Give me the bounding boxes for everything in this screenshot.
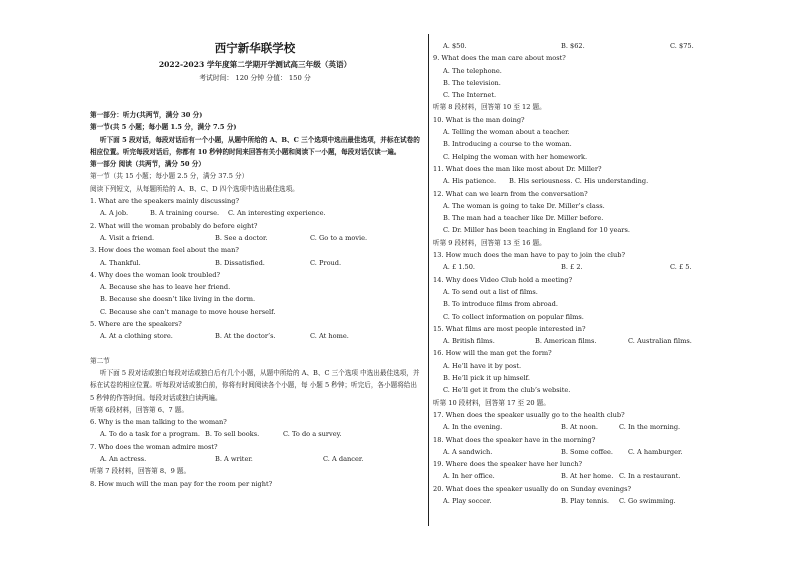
question-4: 4. Why does the woman look troubled? bbox=[90, 270, 220, 279]
question-19-options bbox=[433, 470, 703, 482]
question-19: 19. Where does the speaker have her lunch? bbox=[433, 460, 583, 469]
option-b: B. Dissatisfied. bbox=[215, 258, 265, 267]
option-b: B. $62. bbox=[561, 42, 585, 50]
option-c: C. Proud. bbox=[310, 258, 342, 267]
question-16: 16. How will the man get the form? bbox=[433, 349, 552, 358]
question-5: 5. Where are the speakers? bbox=[90, 320, 182, 329]
exam-meta: 考试时间： 120 分钟 分值： 150 分 bbox=[199, 74, 311, 82]
option-b: B. See a doctor. bbox=[215, 233, 268, 242]
material-10-heading: 听第 10 段材料，回答第 17 至 20 题。 bbox=[433, 398, 550, 407]
option-b: B. A writer. bbox=[215, 455, 253, 464]
question-16-option-a: A. He’ll have it by post. bbox=[443, 361, 522, 370]
option-b: B. A training course. bbox=[150, 209, 220, 218]
question-2-options bbox=[90, 232, 420, 244]
question-10-option-a: A. Telling the woman about a teacher. bbox=[443, 128, 570, 137]
option-b: B. His seriousness. bbox=[509, 177, 573, 186]
material-6-heading: 听第 6段材料，回答第 6、7 题。 bbox=[90, 405, 188, 414]
question-15-options bbox=[433, 335, 703, 347]
material-8-heading: 听第 8 段材料，回答第 10 至 12 题。 bbox=[433, 103, 546, 112]
question-2: 2. What will the woman probably do before eight? bbox=[90, 221, 258, 230]
option-c: C. Go swimming. bbox=[619, 496, 676, 505]
option-c: C. To do a survey. bbox=[283, 430, 342, 439]
exam-subtitle: 2022-2023 学年度第二学期开学测试高三年级（英语） bbox=[158, 60, 352, 69]
option-a: A. Thankful. bbox=[100, 258, 141, 267]
option-a: A. In the evening. bbox=[443, 423, 503, 432]
question-6-options bbox=[90, 428, 420, 440]
question-1: 1. What are the speakers mainly discussing? bbox=[90, 197, 240, 206]
question-9-option-a: A. The telephone. bbox=[443, 66, 502, 75]
option-a: A. $50. bbox=[443, 42, 467, 50]
question-20-options bbox=[433, 495, 703, 507]
material-9-heading: 听第 9 段材料，回答第 13 至 16 题。 bbox=[433, 238, 546, 247]
option-a: A. Play soccer. bbox=[443, 496, 492, 505]
question-9-option-c: C. The Internet. bbox=[443, 91, 497, 100]
option-a: A. His patience. bbox=[443, 177, 497, 186]
part1-heading: 第一部分：听力(共两节，满分 30 分) bbox=[90, 111, 203, 119]
school-title: 西宁新华联学校 bbox=[214, 41, 296, 55]
question-4-option-c: C. Because she can’t manage to move house herself. bbox=[100, 307, 276, 316]
question-4-option-b: B. Because she doesn’t like living in the dorm. bbox=[100, 295, 256, 304]
option-c: C. Go to a movie. bbox=[310, 233, 368, 242]
question-14-option-a: A. To send out a list of films. bbox=[443, 287, 538, 296]
question-13-options bbox=[433, 261, 703, 273]
question-3-options bbox=[90, 257, 420, 269]
option-a: A. At a clothing store. bbox=[100, 332, 173, 341]
option-a: A. A sandwich. bbox=[443, 447, 493, 456]
option-b: B. American films. bbox=[535, 337, 597, 346]
option-c: C. His understanding. bbox=[575, 177, 649, 186]
question-9: 9. What does the man care about most? bbox=[433, 54, 566, 63]
question-18-options bbox=[433, 446, 703, 458]
left-column bbox=[90, 40, 420, 490]
right-column bbox=[433, 40, 703, 507]
option-c: C. An interesting experience. bbox=[228, 209, 326, 218]
question-15: 15. What films are most people interested in? bbox=[433, 324, 586, 333]
option-a: A. Visit a friend. bbox=[100, 233, 155, 242]
reading-instructions: 阅读下列短文，从每题所给的 A、B、C、D 四个选项中选出最佳选项。 bbox=[90, 184, 299, 193]
option-a: A. To do a task for a program. bbox=[100, 430, 200, 439]
section1-instructions: 听下面 5 段对话，每段对话后有一个小题，从题中所给的 A、B、C 三个选项中选出最佳选项，并标在试卷的相应位置。听完每段对话后，你都有 10 秒钟的时间来回答有关小题和阅读下一小题，每段对话仅读一遍。 bbox=[90, 135, 420, 156]
option-c: C. Australian films. bbox=[628, 337, 692, 346]
question-11-options bbox=[433, 175, 703, 187]
option-b: B. At the doctor’s. bbox=[215, 332, 276, 341]
section2-instructions: 听下面 5 段对话或独白每段对话或独白后有几个小题，从题中所给的 A、B、C 三个选项 中选出最佳选项，并标在试卷的相应位置。听每段对话或独白前，你将有时间阅读各个小题，每 小题 5 秒钟；听完后，各小题将给出 5 秒钟的作答时间。每段对话或独白读两遍。 bbox=[90, 368, 420, 402]
question-13: 13. How much does the man have to pay to join the club? bbox=[433, 251, 626, 260]
option-a: A. An actress. bbox=[100, 455, 147, 464]
question-14: 14. Why does Video Club hold a meeting? bbox=[433, 275, 573, 284]
option-b: B. At noon. bbox=[561, 423, 598, 432]
column-divider bbox=[428, 34, 429, 526]
question-17: 17. When does the speaker usually go to the health club? bbox=[433, 410, 625, 419]
question-14-option-b: B. To introduce films from abroad. bbox=[443, 300, 558, 309]
section1b-heading: 第一节（共 15 小题；每小题 2.5 分，满分 37.5 分） bbox=[90, 172, 249, 181]
option-a: A. In her office. bbox=[443, 472, 495, 481]
option-c: C. In the morning. bbox=[619, 423, 681, 432]
option-a: A. British films. bbox=[443, 337, 495, 346]
question-3: 3. How does the woman feel about the man? bbox=[90, 246, 239, 255]
option-b: B. At her home. bbox=[561, 472, 614, 481]
question-5-options bbox=[90, 330, 420, 342]
question-12-option-c: C. Dr. Miller has been teaching in England for 10 years. bbox=[443, 226, 630, 235]
question-6: 6. Why is the man talking to the woman? bbox=[90, 418, 227, 427]
question-16-option-c: C. He’ll get it from the club’s website. bbox=[443, 386, 571, 395]
option-c: C. At home. bbox=[310, 332, 349, 341]
option-a: A. £ 1.50. bbox=[443, 263, 476, 272]
section1-heading: 第一节(共 5 小题；每小题 1.5 分，满分 7.5 分) bbox=[90, 123, 237, 132]
question-10-option-c: C. Helping the woman with her homework. bbox=[443, 152, 588, 161]
option-b: B. Some coffee. bbox=[561, 447, 614, 456]
question-18: 18. What does the speaker have in the morning? bbox=[433, 435, 596, 444]
question-1-options bbox=[90, 207, 420, 219]
question-8-options bbox=[433, 40, 703, 52]
question-10-option-b: B. Introducing a course to the woman. bbox=[443, 140, 572, 149]
question-16-option-b: B. He’ll pick it up himself. bbox=[443, 374, 530, 383]
option-c: C. £ 5. bbox=[670, 263, 692, 272]
question-4-option-a: A. Because she has to leave her friend. bbox=[100, 283, 231, 292]
question-8: 8. How much will the man pay for the room per night? bbox=[90, 479, 273, 488]
option-c: C. A hamburger. bbox=[628, 447, 683, 456]
question-14-option-c: C. To collect information on popular films. bbox=[443, 312, 584, 321]
option-c: C. A dancer. bbox=[323, 455, 364, 464]
option-c: C. In a restaurant. bbox=[619, 472, 681, 481]
question-17-options bbox=[433, 421, 703, 433]
material-7-heading: 听第 7 段材料，回答第 8、9 题。 bbox=[90, 467, 191, 476]
option-b: B. Play tennis. bbox=[561, 496, 609, 505]
section2-heading: 第二节 bbox=[90, 356, 110, 365]
option-c: C. $75. bbox=[670, 42, 694, 50]
option-b: B. £ 2. bbox=[561, 263, 583, 272]
question-9-option-b: B. The television. bbox=[443, 78, 501, 87]
question-12-option-b: B. The man had a teacher like Dr. Miller before. bbox=[443, 214, 604, 223]
question-7: 7. Who does the woman admire most? bbox=[90, 442, 218, 451]
question-12-option-a: A. The woman is going to take Dr. Miller’s class. bbox=[443, 201, 605, 210]
question-12: 12. What can we learn from the conversation? bbox=[433, 189, 588, 198]
question-11: 11. What does the man like most about Dr. Miller? bbox=[433, 164, 602, 173]
question-7-options bbox=[90, 453, 420, 465]
option-a: A. A job. bbox=[100, 209, 129, 218]
question-10: 10. What is the man doing? bbox=[433, 115, 525, 124]
part2-heading: 第一部分 阅读（共两节，满分 50 分） bbox=[90, 160, 205, 169]
question-20: 20. What does the speaker usually do on Sunday evenings? bbox=[433, 484, 632, 493]
option-b: B. To sell books. bbox=[205, 430, 260, 439]
